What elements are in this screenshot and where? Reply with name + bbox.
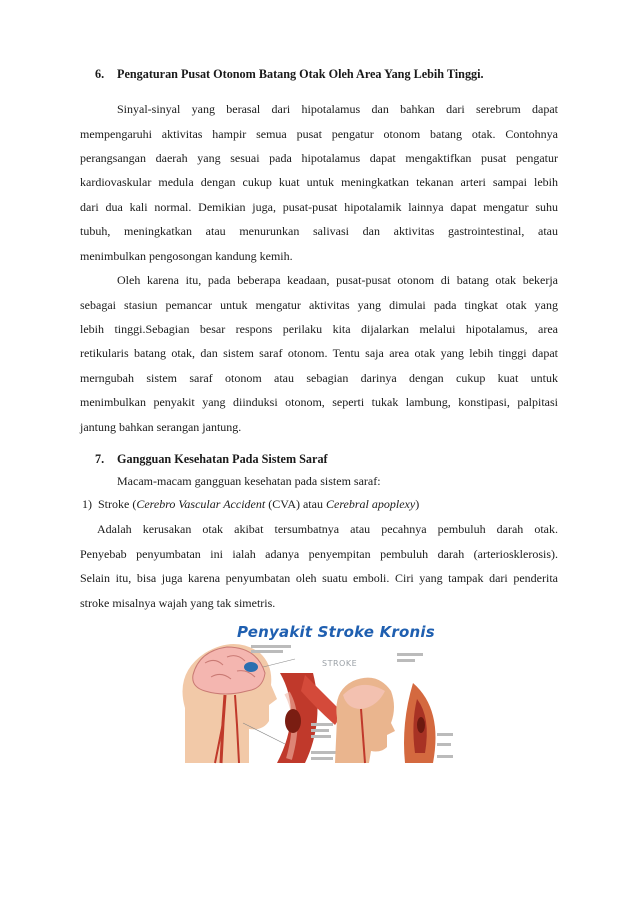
paragraph-line: menimbulkan pengosongan kandung kemih.	[80, 249, 293, 263]
paragraph-line: perangsangan daerah yang sesuai pada hipotalamus dapat mengaktifkan pusat pengatur	[80, 151, 558, 165]
paragraph-line: sebagai stasiun pemancar untuk mengatur aktivitas yang dimulai pada tingkat otak yang	[80, 298, 558, 312]
paragraph-line: kardiovaskular medula dengan cukup kuat untuk meningkatkan tekanan arteri sampai lebih	[80, 175, 558, 189]
paragraph-line: dari dua kali normal. Demikian juga, pusat-pusat hipotalamik lainnya dapat mengatur suhu	[80, 200, 558, 214]
paragraph-line: retikularis batang otak, dan sistem saraf otonom. Tentu saja area otak yang lebih tinggi dapat	[80, 346, 558, 360]
list-marker: 1)	[82, 497, 92, 511]
paragraph-line: Adalah kerusakan otak akibat tersumbatnya atau pecahnya pembuluh darah otak.	[97, 522, 558, 536]
section-6-title: Pengaturan Pusat Otonom Batang Otak Oleh Area Yang Lebih Tinggi.	[117, 67, 484, 81]
paragraph-line: Selain itu, bisa juga karena penyumbatan oleh suatu emboli. Ciri yang tampak dari penderita	[80, 571, 558, 585]
list-item-text: )	[415, 497, 420, 511]
list-item-text: (CVA) atau	[265, 497, 326, 511]
paragraph-line: mempengaruhi aktivitas hampir semua pusat pengatur otonom batang otak. Contohnya	[80, 127, 558, 141]
stroke-illustration	[165, 613, 457, 769]
paragraph-line: menimbulkan penyakit yang diinduksi otonom, seperti tukak lambung, konstipasi, palpitasi	[80, 395, 558, 409]
list-item-stroke	[82, 497, 419, 512]
paragraph-line: Sinyal-sinyal yang berasal dari hipotalamus dan bahkan dari serebrum dapat	[117, 102, 558, 116]
section-6-number: 6.	[95, 67, 105, 81]
figure-title: Penyakit Stroke Kronis	[237, 623, 435, 641]
paragraph-line: stroke misalnya wajah yang tak simetris.	[80, 596, 276, 610]
paragraph-line: lebih tinggi.Sebagian besar respons perilaku kita dijalarkan melalui hipotalamus, area	[80, 322, 558, 336]
paragraph-line: tubuh, meningkatkan atau menurunkan salivasi dan aktivitas gastrointestinal, atau	[80, 224, 558, 238]
paragraph-line: jantung bahkan serangan jantung.	[80, 420, 242, 434]
paragraph-line: Oleh karena itu, pada beberapa keadaan, pusat-pusat otonom di batang otak bekerja	[117, 273, 558, 287]
section-7-heading	[95, 452, 328, 467]
list-intro: Macam-macam gangguan kesehatan pada sistem saraf:	[117, 474, 381, 488]
section-6-heading	[95, 67, 484, 82]
list-item-italic-term: Cerebral apoplexy	[325, 497, 416, 511]
list-item-text: Stroke (	[98, 497, 137, 511]
list-item-italic-term: Cerebro Vascular Accident	[136, 497, 266, 511]
section-7-number: 7.	[95, 452, 105, 466]
damaged-area-marker	[244, 662, 258, 672]
section-7-title: Gangguan Kesehatan Pada Sistem Saraf	[117, 452, 328, 466]
paragraph-line: Penyebab penyumbatan ini ialah adanya penyempitan pembuluh darah (arteriosklerosis).	[80, 547, 558, 561]
figure-stroke-label: STROKE	[322, 659, 358, 668]
paragraph-line: merngubah sistem saraf otonom atau sebagian darinya dengan cukup kuat untuk	[80, 371, 558, 385]
